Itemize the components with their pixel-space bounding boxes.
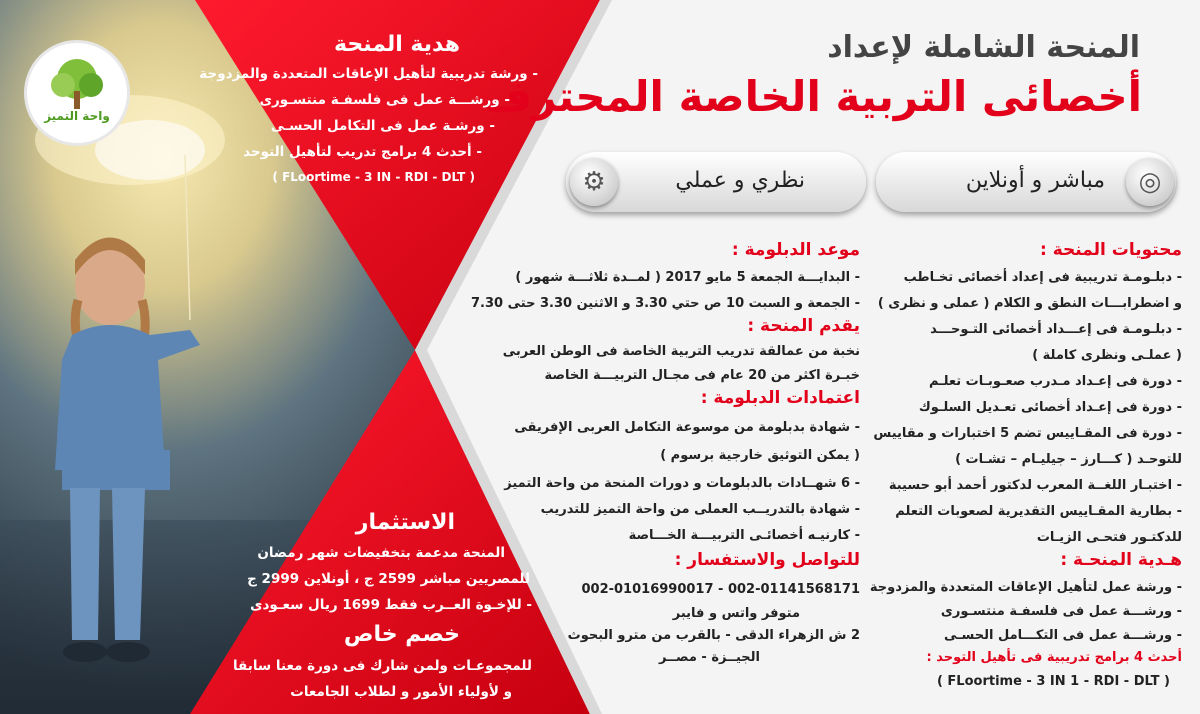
- contents-line: للدكتـور فتحـى الزيـات: [1036, 530, 1182, 545]
- gift-top-title: هدية المنحة: [334, 32, 460, 57]
- title-line-2: أخصائى التربية الخاصة المحترف: [483, 72, 1142, 121]
- investment-line: - للإخـوة العــرب فقط 1699 ريال سعـودى: [250, 597, 532, 613]
- title-line-1: المنحة الشاملة لإعداد: [827, 30, 1140, 65]
- discount-line: للمجموعـات ولمن شارك فى دورة معنا سابقا: [232, 658, 532, 674]
- contents-line: ( عملـى ونظرى كاملة ): [1032, 348, 1182, 363]
- gift-top-programs: ( FLoortime - 3 IN - RDI - DLT ): [272, 170, 475, 184]
- contents-title: محتويات المنحة :: [1040, 240, 1182, 260]
- contents-line: - دورة فى إعـداد مـدرب صعـوبـات تعلـم: [928, 374, 1182, 389]
- gift-top-line: - أحدث 4 برامج تدريب لتأهيل التوحد: [243, 144, 482, 160]
- gear-icon: ⚙: [570, 158, 618, 206]
- discount-line: و لأولياء الأمور و لطلاب الجامعات: [290, 684, 512, 700]
- contact-city: الجيــزة - مصــر: [659, 650, 760, 665]
- gift-bottom-line: - ورشة عمل لتأهيل الإعاقات المتعددة والمزدوجة: [869, 580, 1182, 595]
- investment-line: المنحة مدعمة بتخفيضات شهر رمضان: [257, 545, 505, 561]
- gift-top-line: - ورشـة عمل فى التكامل الحسـى: [270, 118, 495, 134]
- schedule-title: موعد الدبلومة :: [731, 240, 860, 260]
- accreditation-title: اعتمادات الدبلومة :: [700, 388, 860, 408]
- practical-label: نظري و عملي: [675, 168, 805, 193]
- contents-line: - بطارية المقـاييس التقديرية لصعوبات التعلم: [895, 504, 1182, 519]
- contents-line: - اختبـار اللغــة المعرب لدكتور أحمد أبو حسيبة: [888, 478, 1182, 493]
- presenters-line: نخبة من عمالقة تدريب التربية الخاصة فى الوطن العربى: [502, 344, 860, 359]
- accreditation-line: - شهادة بدبلومة من موسوعة التكامل العربى الإفريقى: [514, 420, 860, 435]
- contents-line: و اضطرابـــات النطق و الكلام ( عملى و نظرى ): [877, 296, 1182, 311]
- tree-logo-icon: [27, 43, 127, 143]
- gift-bottom-line: - ورشـــة عمل فى التكـــامل الحسـى: [943, 628, 1182, 643]
- contact-whatsapp: متوفر واتس و فايبر: [672, 606, 800, 621]
- contents-line: - دورة فى المقـاييس تضم 5 اختبارات و مقاييس: [873, 426, 1182, 441]
- schedule-line: - البدايـــة الجمعة 5 مايو 2017 ( لمــدة ثلاثـــة شهور ): [515, 270, 860, 285]
- globe-icon: ◎: [1126, 158, 1174, 206]
- logo-text: واحة التميز: [44, 109, 110, 123]
- gift-bottom-programs: ( FLoortime - 3 IN 1 - RDI - DLT ): [936, 674, 1170, 689]
- contents-line: - دبلـومـة تدريبية فى إعداد أخصائى تخـاطب: [903, 270, 1182, 285]
- accreditation-line: ( يمكن التوثيق خارجية برسوم ): [660, 448, 860, 463]
- gift-top-line: - ورشة تدريبية لتأهيل الإعاقات المتعددة والمزدوجة: [199, 66, 538, 82]
- accreditation-line: - شهادة بالتدريــب العملى من واحة التميز للتدريب: [540, 502, 860, 517]
- gift-bottom-programs-title: أحدث 4 برامج تدريبية فى تأهيل التوحد :: [926, 650, 1182, 665]
- gift-top-line: - ورشـــة عمل فى فلسفـة منتسـورى: [259, 92, 510, 108]
- accreditation-line: - 6 شهــادات بالدبلومات و دورات المنحة من واحة التميز: [504, 476, 860, 491]
- investment-line: للمصريين مباشر 2599 ج ، أونلاين 2999 ج: [247, 571, 530, 587]
- accreditation-line: - كارنيـه أخصائـى التربيـــة الخـــاصة: [628, 528, 860, 543]
- contents-line: - دورة فى إعـداد أخصائى تعـديل السلـوك: [918, 400, 1182, 415]
- presenters-line: خبـرة اكثر من 20 عام فى مجـال التربيـــة الخاصة: [544, 368, 860, 383]
- contact-phones: 002-01016990017 - 002-01141568171: [581, 582, 860, 597]
- schedule-line: - الجمعة و السبت 10 ص حتي 3.30 و الاثنين 3.30 حتى 7.30: [471, 296, 860, 311]
- gift-bottom-line: - ورشـــة عمل فى فلسفـة منتسـورى: [940, 604, 1182, 619]
- contact-title: للتواصل والاستفسار :: [674, 550, 860, 570]
- investment-title: الاستثمار: [355, 510, 455, 535]
- contents-line: - دبلـومـة فى إعـــداد أخصائى التـوحـــد: [930, 322, 1182, 337]
- presenters-title: يقدم المنحة :: [747, 316, 860, 336]
- gift-bottom-title: هـدية المنحـة :: [1060, 550, 1182, 570]
- discount-title: خصم خاص: [343, 622, 460, 647]
- contact-address: 2 ش الزهراء الدقى - بالقرب من مترو البحوث: [567, 628, 860, 643]
- contents-line: للتوحـد ( كـــارز – جيليـام – تشـات ): [955, 452, 1182, 467]
- online-label: مباشر و أونلاين: [965, 168, 1105, 193]
- logo-badge: [24, 40, 130, 146]
